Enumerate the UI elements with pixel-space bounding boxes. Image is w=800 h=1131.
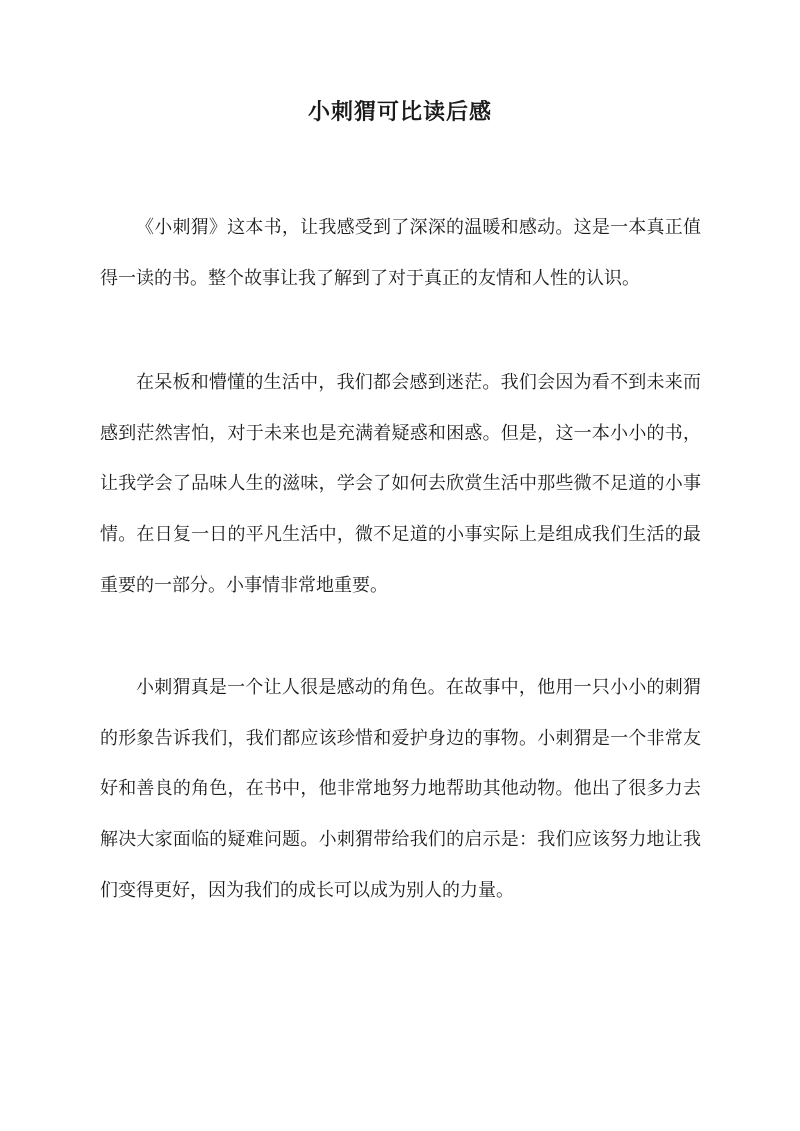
paragraph-1: 《小刺猬》这本书，让我感受到了深深的温暖和感动。这是一本真正值得一读的书。整个故事让我了解到了对于真正的友情和人性的认识。	[100, 217, 701, 289]
document-title: 小刺猬可比读后感	[307, 99, 492, 125]
paragraph-3: 小刺猬真是一个让人很是感动的角色。在故事中，他用一只小小的刺猬的形象告诉我们，我们都应该珍惜和爱护身边的事物。小刺猬是一个非常友好和善良的角色，在书中，他非常地努力地帮助其他动物。他出了很多力去解决大家面临的疑难问题。小刺猬带给我们的启示是：我们应该努力地让我们变得更好，因为我们的成长可以成为别人的力量。	[100, 677, 701, 901]
paragraph-2: 在呆板和懵懂的生活中，我们都会感到迷茫。我们会因为看不到未来而感到茫然害怕，对于未来也是充满着疑惑和困惑。但是，这一本小小的书，让我学会了品味人生的滋味，学会了如何去欣赏生活中那些微不足道的小事情。在日复一日的平凡生活中，微不足道的小事实际上是组成我们生活的最重要的一部分。小事情非常地重要。	[100, 372, 701, 596]
